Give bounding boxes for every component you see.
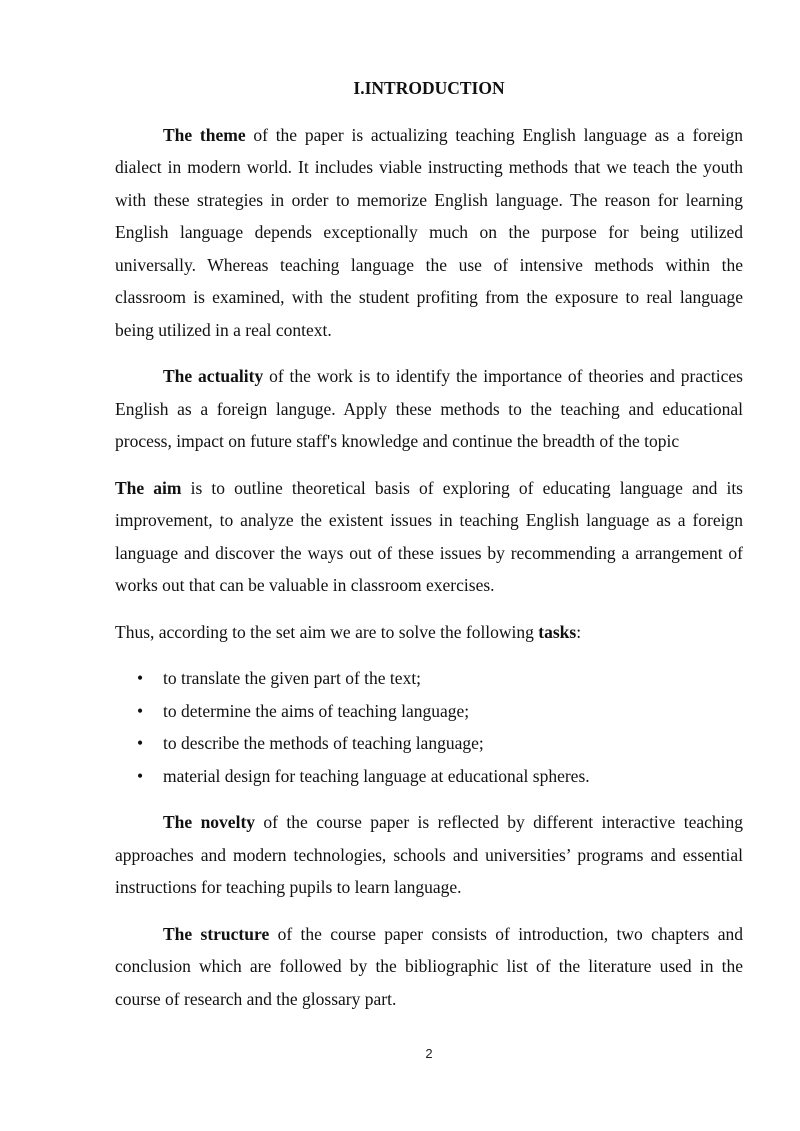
bullet-icon: • bbox=[137, 733, 144, 753]
structure-paragraph bbox=[115, 918, 743, 1016]
list-item bbox=[115, 760, 743, 793]
tasks-intro-after: : bbox=[576, 621, 582, 642]
structure-text: of the course paper consists of introduction, two chapters and conclusion which are followed by the bibliographic list of the literature used in the course of research and the glossary part. bbox=[115, 923, 743, 1009]
novelty-text: of the course paper is reflected by different interactive teaching approaches and modern technologies, schools and universities’ programs and essential instructions for teaching pupils to learn language. bbox=[115, 812, 743, 897]
theme-paragraph bbox=[115, 119, 743, 347]
actuality-text: of the work is to identify the importance of theories and practices English as a foreign languge. Apply these methods to the teaching and educational process, impact on future staff's knowledge and continue the breadth of the topic bbox=[115, 366, 743, 451]
bullet-icon: • bbox=[137, 668, 144, 688]
novelty-paragraph bbox=[115, 806, 743, 904]
aim-text: is to outline theoretical basis of exploring of educating language and its improvement, to analyze the existent issues in teaching English language as a foreign language and discover the ways out of these issues by recommending a arrangement of works out that can be valuable in classroom exercises. bbox=[115, 477, 743, 595]
list-item bbox=[115, 695, 743, 728]
page-number: 2 bbox=[425, 1046, 433, 1061]
structure-lead: The structure bbox=[163, 923, 270, 944]
task-text: to translate the given part of the text; bbox=[163, 668, 422, 688]
aim-lead: The aim bbox=[115, 477, 182, 498]
bullet-icon: • bbox=[137, 765, 144, 786]
tasks-intro-text: Thus, according to the set aim we are to solve the following bbox=[115, 621, 539, 642]
bullet-icon: • bbox=[137, 700, 144, 721]
tasks-list bbox=[115, 662, 743, 792]
task-text: material design for teaching language at educational spheres. bbox=[163, 765, 590, 786]
actuality-paragraph bbox=[115, 360, 743, 458]
page-content bbox=[115, 72, 743, 1029]
list-item bbox=[115, 662, 743, 695]
list-item bbox=[115, 727, 743, 760]
tasks-intro-bold: tasks bbox=[538, 621, 577, 642]
actuality-lead: The actuality bbox=[163, 366, 264, 386]
theme-lead: The theme bbox=[163, 124, 246, 145]
task-text: to describe the methods of teaching language; bbox=[163, 733, 484, 753]
tasks-intro-paragraph bbox=[115, 616, 743, 649]
task-text: to determine the aims of teaching language; bbox=[163, 700, 470, 721]
novelty-lead: The novelty bbox=[163, 812, 256, 832]
aim-paragraph bbox=[115, 472, 743, 602]
theme-text: of the paper is actualizing teaching English language as a foreign dialect in modern world. It includes viable instructing methods that we teach the youth with these strategies in order to memorize English language. The reason for learning English language depends exceptionally much on the purpose for being utilized universally. Whereas teaching language the use of intensive methods within the classroom is examined, with the student profiting from the exposure to real language being utilized in a real context. bbox=[115, 124, 743, 340]
page-title: I.INTRODUCTION bbox=[353, 78, 505, 98]
